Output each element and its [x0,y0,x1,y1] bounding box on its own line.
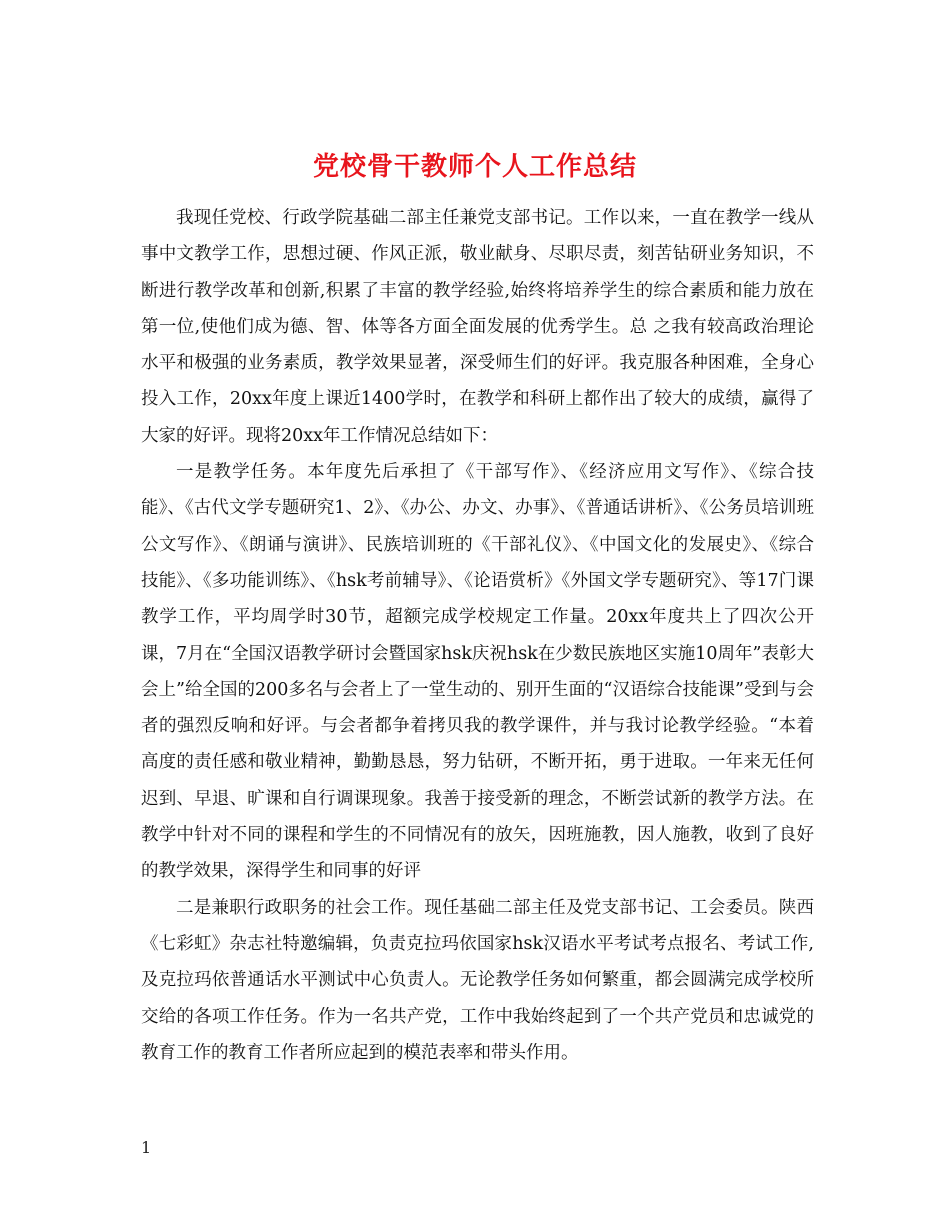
paragraph-teaching-tasks: 一是教学任务。本年度先后承担了《干部写作》、《经济应用文写作》、《综合技能》、《古代文学专题研究1、2》、《办公、办文、办事》、《普通话讲析》、《公务员培训班公文写作》、《朗诵与演讲》、民族培训班的《干部礼仪》、《中国文化的发展史》、《综合技能》、《多功能训练》、《hsk考前辅导》、《论语赏析》《外国文学专题研究》、等17门课教学工作，平均周学时30节，超额完成学校规定工作量。20xx年度共上了四次公开课，7月在“全国汉语教学研讨会暨国家hsk庆祝hsk在少数民族地区实施10周年”表彰大会上”给全国的200多名与会者上了一堂生动的、别开生面的“汉语综合技能课”受到与会者的强烈反响和好评。与会者都争着拷贝我的教学课件，并与我讨论教学经验。“本着高度的责任感和敬业精神，勤勤恳恳，努力钻研，不断开拓，勇于进取。一年来无任何迟到、早退、旷课和自行调课现象。我善于接受新的理念，不断尝试新的教学方法。在教学中针对不同的课程和学生的不同情况有的放矢，因班施教，因人施教，收到了良好的教学效果，深得学生和同事的好评 [141,462,815,882]
paragraph-administrative-work: 二是兼职行政职务的社会工作。现任基础二部主任及党支部书记、工会委员。陕西《七彩虹》杂志社特邀编辑，负责克拉玛依国家hsk汉语水平考试考点报名、考试工作,及克拉玛依普通话水平测试中心负责人。无论教学任务如何繁重，都会圆满完成学校所交给的各项工作任务。作为一名共产党，工作中我始终起到了一个共产党员和忠诚党的教育工作的教育工作者所应起到的模范表率和带头作用。 [141,897,814,1063]
document-body [141,200,814,1071]
page-number: 1 [141,1138,152,1157]
paragraph-intro: 我现任党校、行政学院基础二部主任兼党支部书记。工作以来，一直在教学一线从事中文教学工作，思想过硬、作风正派，敬业献身、尽职尽责，刻苦钻研业务知识，不断进行教学改革和创新,积累了丰富的教学经验,始终将培养学生的综合素质和能力放在第一位,使他们成为德、智、体等各方面全面发展的优秀学生。总 之我有较高政治理论水平和极强的业务素质，教学效果显著，深受师生们的好评。我克服各种困难，全身心投入工作，20xx年度上课近1400学时，在教学和科研上都作出了较大的成绩，赢得了大家的好评。现将20xx年工作情况总结如下： [141,208,814,446]
document-title: 党校骨干教师个人工作总结 [312,152,637,183]
